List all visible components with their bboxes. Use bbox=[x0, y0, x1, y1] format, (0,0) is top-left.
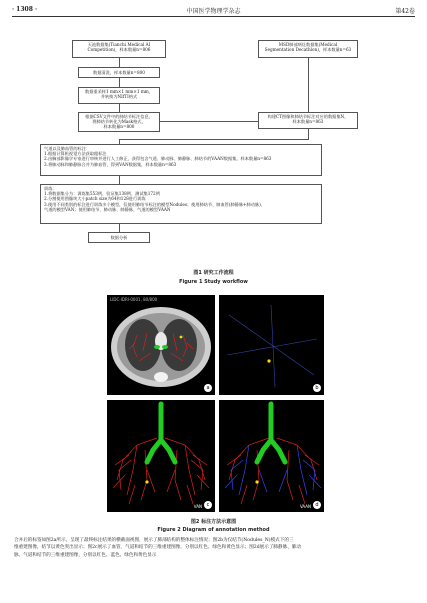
training-box bbox=[40, 184, 322, 224]
tianchi-line-1: 天池数据集(Tianchi Medical AI bbox=[87, 42, 151, 47]
panel-d-tag: VAAN bbox=[299, 504, 311, 509]
analysis-text: 数据分析 bbox=[110, 235, 128, 240]
header-rule bbox=[12, 16, 415, 17]
panel-a-label: a bbox=[204, 384, 212, 392]
nodule-line-1: 根据CSV文件中的肺结节标注信息， bbox=[85, 114, 153, 119]
annot-line-2: 1.根据计算机视觉方法获取粗标注 bbox=[44, 151, 107, 157]
msd-box bbox=[258, 40, 358, 58]
resample-line-1: 数据重采样1 mm×1 mm×1 mm， bbox=[85, 89, 153, 94]
train-line-2: 1.将数据集分为：训练集553例、验证集138例、测试集172例 bbox=[44, 191, 160, 197]
volume-label: 第42卷 bbox=[395, 8, 415, 15]
figure1-caption-en: Figure 1 Study workflow bbox=[179, 279, 248, 285]
running-header bbox=[12, 4, 415, 16]
train-line-3: 2.分割使用图像块大小patch size为64和128进行训练 bbox=[44, 196, 146, 202]
panel-c-tag: VAN bbox=[193, 504, 202, 509]
nodule-line-2: 将肺结节转化为Mask格式， bbox=[92, 119, 146, 125]
annot-line-4: 3.将肺动脉和肺静脉合并为肺血管，得到VAN数据集，样本数量n=863 bbox=[44, 161, 177, 167]
paragraph-line-2: 维重建图像，结节以黄色突出显示；图2c展示了血管、气道和结节的三维重建图像，分别以红色、绿色和黄色显示；图2d展示了肺静脉、肺动 bbox=[14, 545, 301, 551]
resample-line-2: 并转换为NIfTI格式 bbox=[100, 94, 138, 100]
figure1-caption-cn: 图1 研究工作流程 bbox=[193, 270, 234, 276]
msd-line-2: Segmentation Decathlon)，样本数量n=63 bbox=[264, 47, 352, 53]
panel-a-info: LIDC-IDRI-0001, 80/800 bbox=[110, 297, 158, 302]
analysis-box bbox=[88, 232, 150, 243]
clean-text: 数据清洗，样本数量n=800 bbox=[93, 70, 145, 75]
train-line-1: 训练： bbox=[44, 186, 57, 191]
msd-line-1: MSD肺部病灶数据集(Medical bbox=[278, 42, 338, 47]
panel-d-label: d bbox=[313, 501, 321, 509]
annot-line-1: 气道以及肺血管的标注： bbox=[44, 146, 91, 151]
annot-line-3: 2.由胸部影像学专家进行审核并进行人工修正，获得包含气道、肺动脉、肺静脉、肺结节的VAAN数据集，样本数量n=863 bbox=[44, 156, 272, 162]
panel-c-van-render bbox=[107, 400, 215, 512]
panel-b-nodule-view bbox=[219, 295, 324, 395]
figure2-caption-en: Figure 2 Diagram of annotation method bbox=[157, 527, 270, 533]
connector bbox=[308, 129, 309, 139]
train-line-4: 3.使用不同类别的标注进行训练多个模型，仅使用肺结节标注的模型Nodules；使用肺结节、肺血管(肺静脉+肺动脉)、 bbox=[44, 201, 265, 207]
panel-c-label: c bbox=[204, 501, 212, 509]
tianchi-box bbox=[72, 40, 166, 58]
panel-a-ct-slice bbox=[107, 295, 215, 395]
journal-name: 中国医学物理学杂志 bbox=[186, 8, 241, 15]
clean-box bbox=[78, 67, 160, 78]
figure2-caption-cn: 图2 标注方法示意图 bbox=[190, 519, 237, 525]
msd-ct-line-2: 样本数量n=863 bbox=[292, 119, 324, 125]
resample-box bbox=[78, 87, 160, 104]
panel-b-label: b bbox=[313, 384, 321, 392]
nodule-label-box bbox=[78, 112, 160, 132]
connector bbox=[119, 139, 309, 140]
paragraph-line-3: 脉、气道和结节的三维重建图像，分别以红色、蓝色、绿色和黄色显示 bbox=[14, 552, 157, 558]
body-paragraph bbox=[14, 537, 413, 559]
connector bbox=[160, 121, 258, 122]
connector bbox=[308, 58, 309, 112]
page-number: · 1308 · bbox=[12, 6, 38, 13]
tianchi-line-2: Competition)，样本数量n=806 bbox=[87, 47, 151, 53]
annotation-box bbox=[40, 144, 322, 176]
connector bbox=[119, 78, 120, 87]
msd-ct-line-1: 构建CT图像和肺结节标注对应的数据集N， bbox=[267, 114, 349, 119]
panel-d-vaan-render bbox=[219, 400, 324, 512]
connector bbox=[119, 176, 120, 184]
connector bbox=[119, 104, 120, 112]
connector bbox=[119, 58, 120, 67]
msd-ct-box bbox=[258, 112, 358, 129]
connector bbox=[119, 224, 120, 232]
paragraph-line-1: 合并后的标签如图2a所示，呈现了最终标注结果的横截面视图，展示了肺部结构的整体标注情况；图2b为仅结节(Nodules_N)模式下的三 bbox=[14, 538, 294, 543]
train-line-5: 气道的模型VAN；使用肺结节、肺动脉、肺静脉、气道的模型VAAN bbox=[44, 206, 171, 212]
nodule-line-3: 样本数量n=800 bbox=[103, 124, 135, 130]
